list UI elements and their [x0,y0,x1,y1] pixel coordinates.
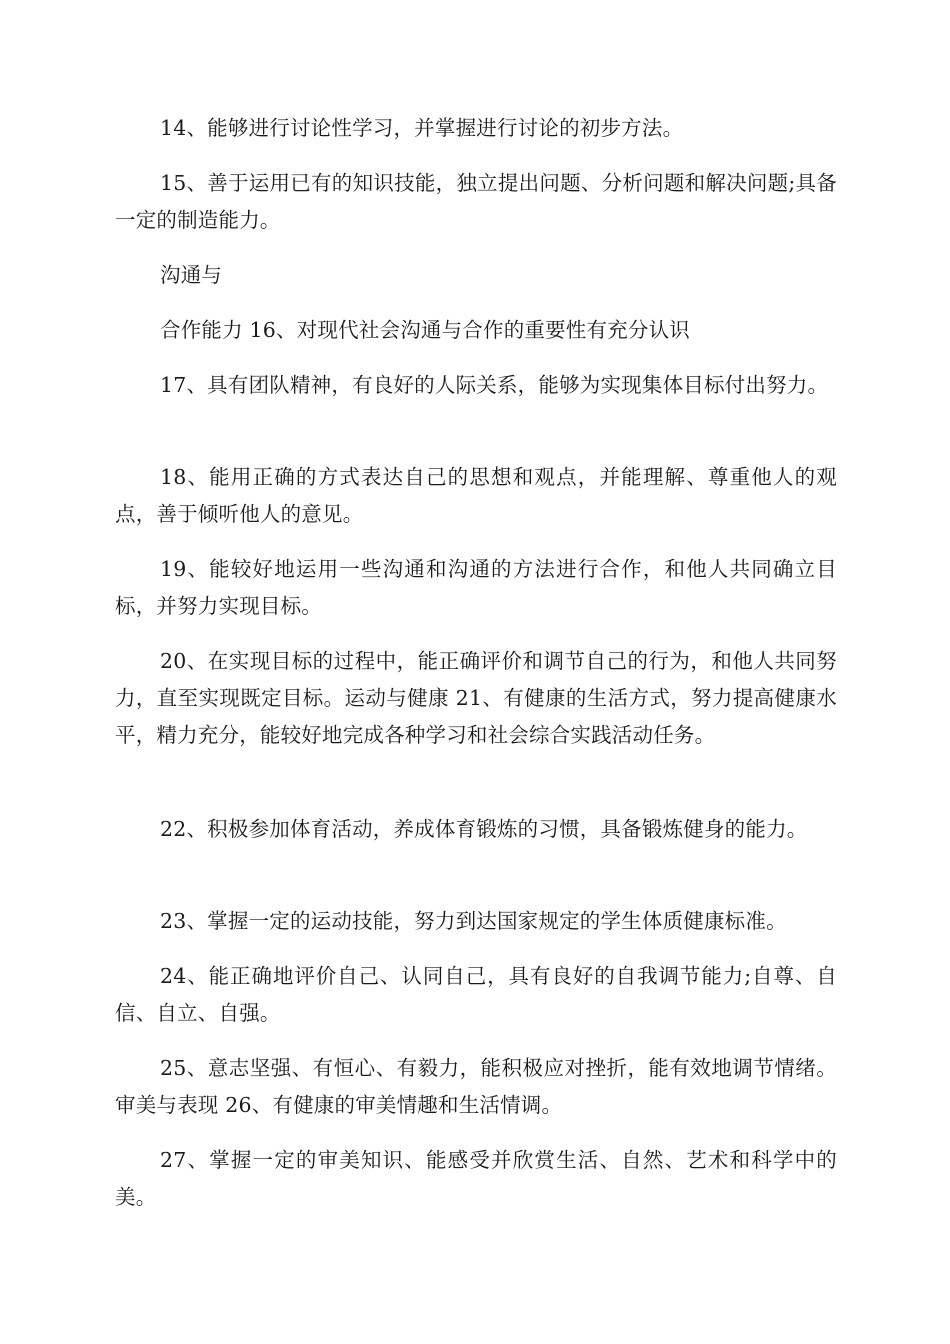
paragraph-23: 23、掌握一定的运动技能，努力到达国家规定的学生体质健康标准。 [160,909,787,933]
paragraph-section-heading: 沟通与 [160,263,223,287]
paragraph-17: 17、具有团队精神，有良好的人际关系，能够为实现集体目标付出努力。 [160,373,829,397]
paragraph-19: 19、能较好地运用一些沟通和沟通的方法进行合作，和他人共同确立目标，并努力实现目标。 [115,557,837,618]
paragraph-24: 24、能正确地评价自己、认同自己，具有良好的自我调节能力;自尊、自信、自立、自强。 [115,964,837,1025]
paragraph-27: 27、掌握一定的审美知识、能感受并欣赏生活、自然、艺术和科学中的美。 [115,1148,837,1209]
paragraph-22: 22、积极参加体育活动，养成体育锻炼的习惯，具备锻炼健身的能力。 [160,817,808,841]
paragraph-25-26: 25、意志坚强、有恒心、有毅力，能积极应对挫折，能有效地调节情绪。审美与表现 26、有健康的审美情趣和生活情调。 [115,1056,837,1117]
paragraph-16: 合作能力 16、对现代社会沟通与合作的重要性有充分认识 [160,318,691,342]
paragraph-14: 14、能够进行讨论性学习，并掌握进行讨论的初步方法。 [160,116,684,140]
paragraph-15: 15、善于运用已有的知识技能，独立提出问题、分析问题和解决问题;具备一定的制造能力。 [115,171,837,232]
paragraph-18: 18、能用正确的方式表达自己的思想和观点，并能理解、尊重他人的观点，善于倾听他人的意见。 [115,465,837,526]
paragraph-20-21: 20、在实现目标的过程中，能正确评价和调节自己的行为，和他人共同努力，直至实现既定目标。运动与健康 21、有健康的生活方式，努力提高健康水平，精力充分，能较好地完成各种学习和社会综合实践活动任务。 [115,649,837,747]
